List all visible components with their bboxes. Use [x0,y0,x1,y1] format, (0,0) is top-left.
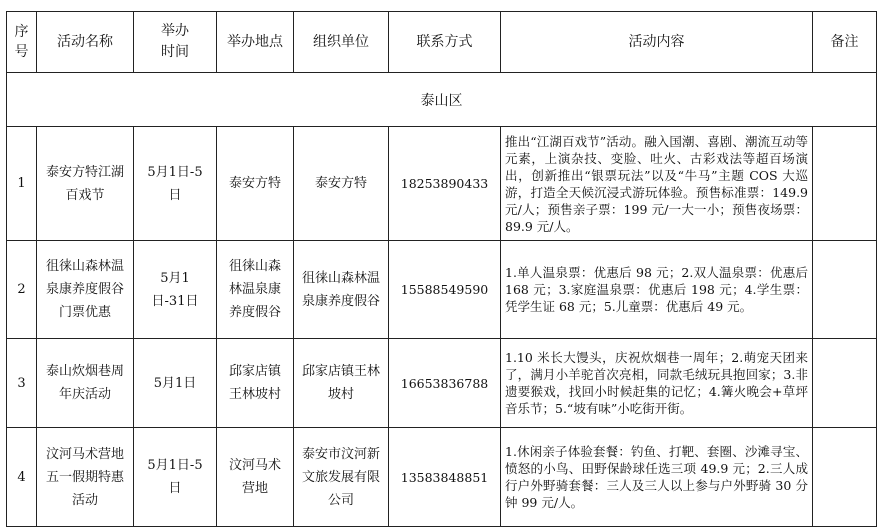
cell-content: 1.休闲亲子体验套餐：钓鱼、打靶、套圈、沙滩寻宝、愤怒的小鸟、田野保龄球任选三项 49.9 元；2.三人成行户外野骑套餐：三人及三人以上参与户外野骑 30 分钟 99 元/人。 [501,428,813,527]
cell-contact: 16653836788 [389,339,501,428]
cell-name: 徂徕山森林温泉康养度假谷门票优惠 [37,241,134,339]
cell-time: 5月1日-5日 [134,127,217,241]
cell-org: 邱家店镇王林坡村 [294,339,389,428]
header-place: 举办地点 [217,12,294,73]
activity-table [6,11,877,527]
cell-time: 5月1日-31日 [134,241,217,339]
cell-seq: 1 [7,127,37,241]
cell-org: 徂徕山森林温泉康养度假谷 [294,241,389,339]
cell-content: 推出“江湖百戏节”活动。融入国潮、喜剧、潮流互动等元素，上演杂技、变脸、吐火、古彩戏法等超百场演出，创新推出“银票玩法”以及“牛马”主题 COS 大巡游，打造全天候沉浸式游玩体验。预售标准票：149.9 元/人；预售亲子票：199 元/一大一小；预售夜场票：89.9 元/人。 [501,127,813,241]
region-label: 泰山区 [7,73,877,127]
cell-seq: 2 [7,241,37,339]
cell-content: 1.单人温泉票：优惠后 98 元；2.双人温泉票：优惠后 168 元；3.家庭温泉票：优惠后 198 元；4.学生票：凭学生证 68 元；5.儿童票：优惠后 49 元。 [501,241,813,339]
cell-remark [813,127,877,241]
cell-contact: 13583848851 [389,428,501,527]
cell-name: 泰安方特江湖百戏节 [37,127,134,241]
header-remark: 备注 [813,12,877,73]
header-content: 活动内容 [501,12,813,73]
cell-name: 泰山炊烟巷周年庆活动 [37,339,134,428]
cell-contact: 18253890433 [389,127,501,241]
table-row [7,339,877,428]
cell-place: 邱家店镇王林坡村 [217,339,294,428]
table-row [7,241,877,339]
cell-remark [813,339,877,428]
cell-content: 1.10 米长大馒头，庆祝炊烟巷一周年；2.萌宠天团来了，满月小羊驼首次亮相，同款毛绒玩具抱回家；3.非遗要猴戏，找回小时候赶集的记忆；4.篝火晚会+草坪音乐节；5.“坡有味”小吃街开街。 [501,339,813,428]
cell-seq: 4 [7,428,37,527]
header-time: 举办时间 [134,12,217,73]
table-row [7,428,877,527]
cell-remark [813,428,877,527]
cell-place: 汶河马术营地 [217,428,294,527]
cell-time: 5月1日-5日 [134,428,217,527]
cell-org: 泰安市汶河新文旅发展有限公司 [294,428,389,527]
cell-seq: 3 [7,339,37,428]
header-name: 活动名称 [37,12,134,73]
cell-org: 泰安方特 [294,127,389,241]
header-contact: 联系方式 [389,12,501,73]
cell-place: 泰安方特 [217,127,294,241]
cell-remark [813,241,877,339]
region-row [7,73,877,127]
cell-place: 徂徕山森林温泉康养度假谷 [217,241,294,339]
header-org: 组织单位 [294,12,389,73]
header-row [7,12,877,73]
cell-contact: 15588549590 [389,241,501,339]
header-seq: 序号 [7,12,37,73]
cell-name: 汶河马术营地五一假期特惠活动 [37,428,134,527]
cell-time: 5月1日 [134,339,217,428]
table-row [7,127,877,241]
